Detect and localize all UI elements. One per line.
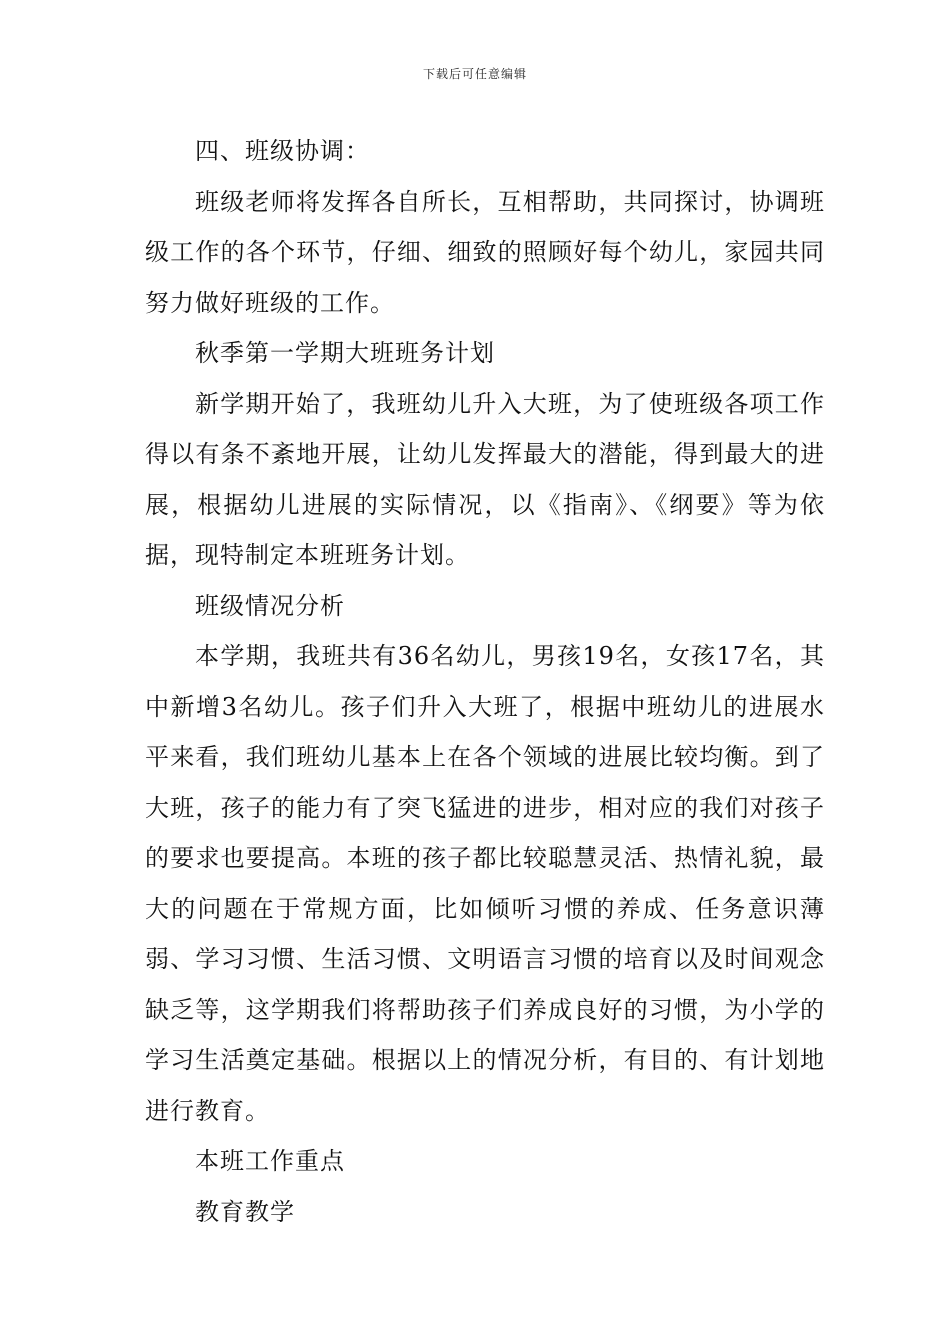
paragraph-plan-intro: 新学期开始了，我班幼儿升入大班，为了使班级各项工作得以有条不紊地开展，让幼儿发挥最大的潜能，得到最大的进展，根据幼儿进展的实际情况，以《指南》、《纲要》等为依据，现特制定本班班务计划。 bbox=[145, 389, 825, 569]
section-heading-class-coordination: 四、班级协调： bbox=[195, 137, 370, 165]
plan-title: 秋季第一学期大班班务计划 bbox=[195, 339, 495, 367]
section-heading-work-focus: 本班工作重点 bbox=[195, 1147, 345, 1175]
paragraph-class-analysis: 本学期，我班共有36名幼儿，男孩19名，女孩17名，其中新增3名幼儿。孩子们升入大班了，根据中班幼儿的进展水平来看，我们班幼儿基本上在各个领域的进展比较均衡。到了大班，孩子的能力有了突飞猛进的进步，相对应的我们对孩子的要求也要提高。本班的孩子都比较聪慧灵活、热情礼貌，最大的问题在于常规方面，比如倾听习惯的养成、任务意识薄弱、学习习惯、生活习惯、文明语言习惯的培育以及时间观念缺乏等，这学期我们将帮助孩子们养成良好的习惯，为小学的学习生活奠定基础。根据以上的情况分析，有目的、有计划地进行教育。 bbox=[145, 642, 825, 1125]
document-body bbox=[145, 126, 825, 1237]
page-header-note: 下载后可任意编辑 bbox=[422, 67, 527, 81]
section-heading-class-analysis: 班级情况分析 bbox=[195, 591, 345, 620]
section-heading-teaching: 教育教学 bbox=[195, 1197, 295, 1226]
paragraph-coordination-text: 班级老师将发挥各自所长，互相帮助，共同探讨，协调班级工作的各个环节，仔细、细致的照顾好每个幼儿，家园共同努力做好班级的工作。 bbox=[145, 187, 825, 317]
